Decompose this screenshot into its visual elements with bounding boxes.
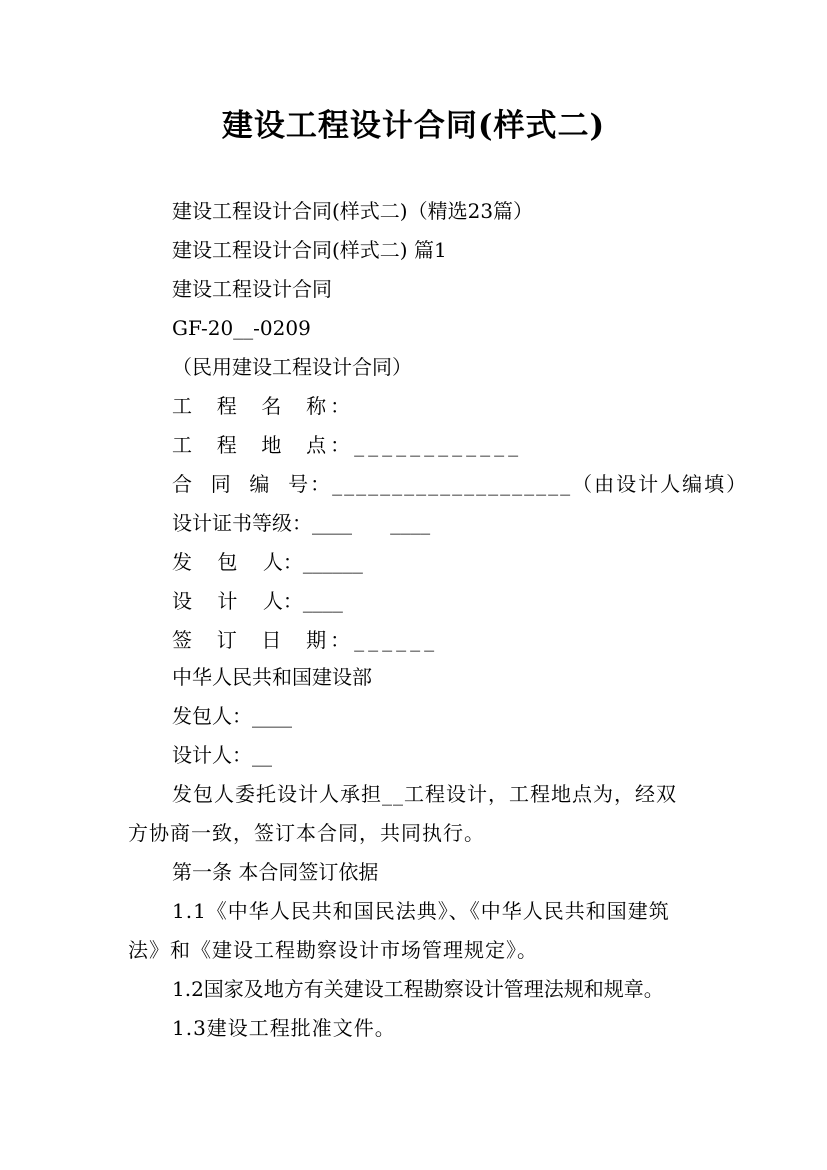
contract-number-field: 合 同 编 号：____________________（由设计人编填）	[172, 472, 749, 496]
clause-1-2: 1.2国家及地方有关建设工程勘察设计管理法规和规章。	[172, 977, 664, 1001]
contract-name: 建设工程设计合同	[172, 277, 332, 301]
designer-line: 设计人：__	[172, 743, 272, 767]
preamble-line-1: 发包人委托设计人承担__工程设计，工程地点为，经双	[172, 782, 677, 806]
clause-1-3: 1.3建设工程批准文件。	[172, 1016, 396, 1040]
article-1-heading: 第一条 本合同签订依据	[172, 860, 379, 884]
designer-field: 设 计 人：____	[172, 589, 343, 613]
contract-subtitle: （民用建设工程设计合同）	[172, 355, 412, 379]
document-title: 建设工程设计合同(样式二)	[221, 108, 606, 144]
collection-heading: 建设工程设计合同(样式二)（精选23篇）	[172, 199, 534, 223]
issuing-authority: 中华人民共和国建设部	[172, 665, 372, 689]
client-field: 发 包 人：______	[172, 550, 363, 574]
client-line: 发包人：____	[172, 704, 292, 728]
article-heading: 建设工程设计合同(样式二) 篇1	[172, 238, 447, 262]
contract-code: GF-20__-0209	[172, 316, 311, 340]
preamble-line-2: 方协商一致，签订本合同，共同执行。	[128, 821, 485, 845]
project-name-field: 工 程 名 称：	[172, 394, 355, 418]
sign-date-field: 签 订 日 期：______	[172, 628, 439, 652]
certificate-grade-field: 设计证书等级：____ ____	[172, 511, 431, 535]
clause-1-1-line-2: 法》和《建设工程勘察设计市场管理规定》。	[128, 938, 538, 962]
clause-1-1-line-1: 1.1《中华人民共和国民法典》、《中华人民共和国建筑	[172, 899, 670, 923]
project-location-field: 工 程 地 点：____________	[172, 433, 523, 457]
